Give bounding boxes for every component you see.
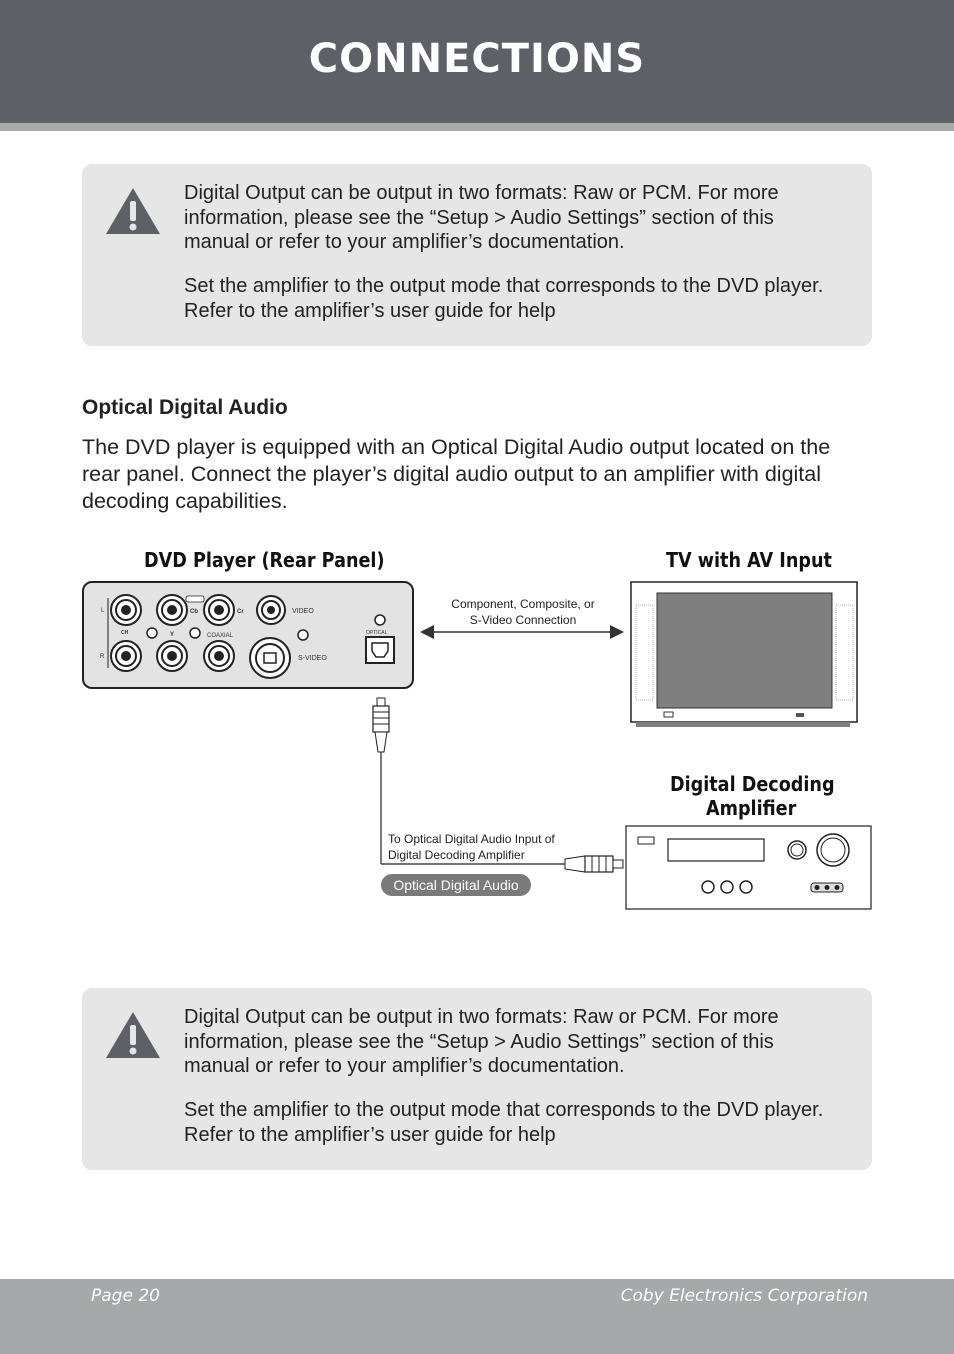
warning-icon	[104, 1010, 162, 1060]
amplifier-label: Amplifier	[706, 796, 797, 820]
component-jack-icon	[157, 595, 187, 625]
screw-icon	[298, 630, 308, 640]
note-text: Set the amplifier to the output mode that corresponds to the DVD player. Refer to the amplifier’s user guide for help	[184, 1099, 824, 1146]
optical-cable	[373, 698, 623, 872]
audio-jack-icon	[111, 641, 141, 671]
panel-label-y: Y	[170, 632, 175, 638]
panel-label-cb: Cb	[190, 609, 198, 615]
amplifier-label: Digital Decoding	[670, 772, 835, 796]
coaxial-jack-icon	[204, 641, 234, 671]
panel-label-video: VIDEO	[292, 608, 314, 615]
section-body: The DVD player is equipped with an Optical Digital Audio output located on the rear panel. Connect the player’s digital audio output to an amplifier with digital decoding capabilities.	[82, 435, 831, 513]
s-video-jack-icon	[250, 638, 290, 678]
component-jack-icon	[204, 595, 234, 625]
warning-note	[82, 988, 872, 1170]
page-number: Page 20	[91, 1286, 160, 1306]
panel-label-r: R	[100, 654, 105, 660]
video-jack-icon	[257, 596, 285, 624]
note-text: Set the amplifier to the output mode that corresponds to the DVD player. Refer to the amplifier’s user guide for help	[184, 275, 824, 322]
video-connection-label: Component, Composite, or S-Video Connection	[451, 597, 595, 627]
audio-jack-icon	[157, 641, 187, 671]
company-name: Coby Electronics Corporation	[620, 1286, 868, 1306]
dvd-player-label: DVD Player (Rear Panel)	[144, 548, 385, 572]
optical-port-icon	[366, 637, 394, 663]
audio-jack-icon	[111, 595, 141, 625]
dvd-rear-panel	[83, 582, 413, 688]
optical-digital-audio-tag: Optical Digital Audio	[381, 874, 531, 896]
screw-icon	[190, 628, 200, 638]
amplifier-icon	[626, 826, 871, 909]
panel-label-ch: CH	[121, 630, 129, 636]
section-title: Optical Digital Audio	[82, 396, 288, 419]
panel-label-l: L	[101, 608, 105, 614]
optical-connection-note: To Optical Digital Audio Input of Digital Decoding Amplifier	[388, 832, 555, 862]
panel-label-optical: OPTICAL	[366, 630, 388, 636]
note-text: Digital Output can be output in two formats: Raw or PCM. For more information, please see the “Setup > Audio Settings” section of this manual or refer to your amplifier’s documentation.	[184, 182, 779, 253]
component-tag	[186, 596, 204, 602]
screw-icon	[147, 628, 157, 638]
panel-label-cr: Cr	[237, 609, 244, 615]
panel-label-coaxial: COAXIAL	[207, 633, 234, 639]
panel-label-svideo: S-VIDEO	[298, 655, 327, 662]
tv-label: TV with AV Input	[666, 548, 832, 572]
screw-icon	[375, 615, 385, 625]
tv-icon	[631, 582, 857, 727]
note-text: Digital Output can be output in two formats: Raw or PCM. For more information, please see the “Setup > Audio Settings” section of this manual or refer to your amplifier’s documentation.	[184, 1006, 779, 1077]
page-title: CONNECTIONS	[308, 36, 646, 82]
double-arrow-icon	[420, 625, 624, 639]
